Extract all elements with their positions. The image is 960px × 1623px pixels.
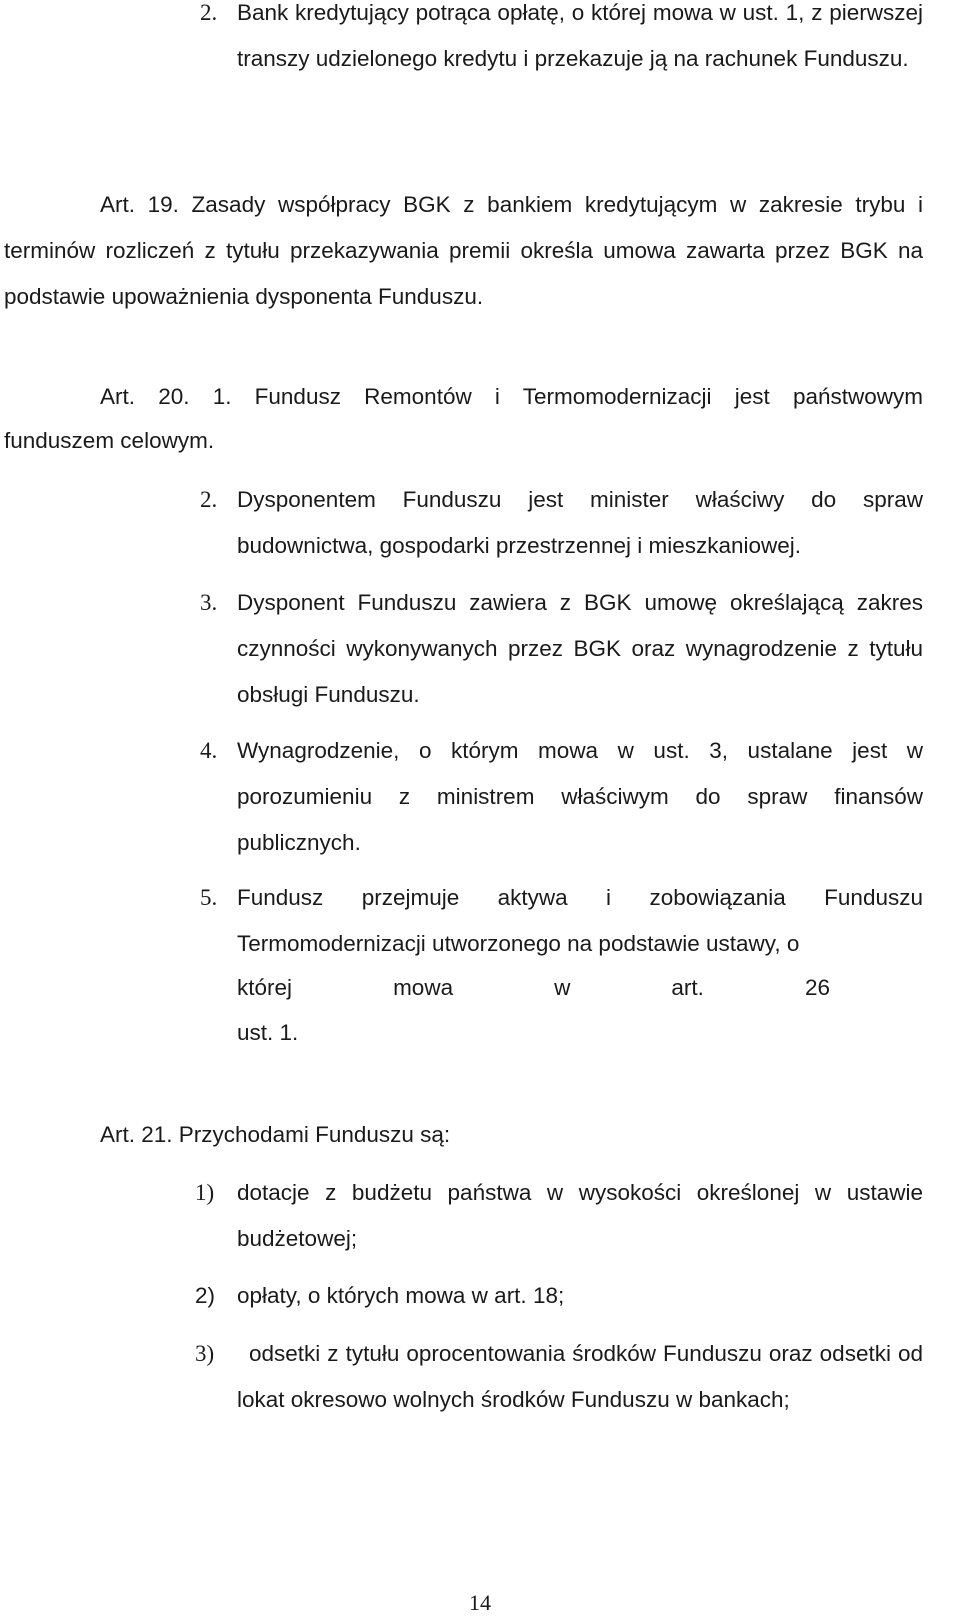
list-item-text: opłaty, o których mowa w art. 18; (237, 1283, 565, 1308)
paragraph-number: 4. (200, 738, 218, 763)
list-item-number: 1) (195, 1180, 215, 1205)
paragraph-text: Bank kredytujący potrąca opłatę, o której mowa w ust. 1, z pierwszej transzy udzielonego kredytu i przekazuje ją na rachunek Funduszu. (237, 0, 923, 71)
paragraph-text: Dysponentem Funduszu jest minister właściwy do spraw budownictwa, gospodarki przestrzennej i mieszkaniowej. (237, 487, 923, 558)
paragraph-number: 5. (200, 885, 218, 910)
article-20-heading-tail: funduszem celowym. (4, 428, 215, 453)
paragraph-text-line: ust. 1. (237, 1020, 299, 1045)
article-21-heading: Art. 21. Przychodami Funduszu są: (100, 1122, 451, 1147)
list-item-number: 2) (195, 1283, 216, 1308)
article-20-heading: Art. 20. 1. Fundusz Remontów i Termomodernizacji jest państwowym (100, 384, 923, 409)
article-19: Art. 19. Zasady współpracy BGK z bankiem kredytującym w zakresie trybu i terminów rozliczeń z tytułu przekazywania premii określa umowa zawarta przez BGK na podstawie upoważnienia dysponenta Funduszu. (4, 192, 923, 309)
page-number: 14 (469, 1590, 491, 1615)
list-item-text: odsetki z tytułu oprocentowania środków Funduszu oraz odsetki od lokat okresowo wolnych środków Funduszu w bankach; (237, 1341, 923, 1412)
paragraph-text: Wynagrodzenie, o którym mowa w ust. 3, ustalane jest w porozumieniu z ministrem właściwym do spraw finansów publicznych. (237, 738, 923, 855)
list-item-number: 3) (195, 1341, 215, 1366)
paragraph-text-line: której mowa w art. 26 (237, 975, 830, 1000)
paragraph-number: 2. (200, 0, 218, 25)
paragraph-text: Dysponent Funduszu zawiera z BGK umowę określającą zakres czynności wykonywanych przez BGK oraz wynagrodzenie z tytułu obsługi Funduszu. (237, 590, 923, 707)
list-item-text: dotacje z budżetu państwa w wysokości określonej w ustawie budżetowej; (237, 1180, 923, 1251)
paragraph-number: 2. (200, 487, 218, 512)
paragraph-number: 3. (200, 590, 218, 615)
paragraph-text: Fundusz przejmuje aktywa i zobowiązania Funduszu Termomodernizacji utworzonego na podstawie ustawy, o (237, 885, 923, 956)
